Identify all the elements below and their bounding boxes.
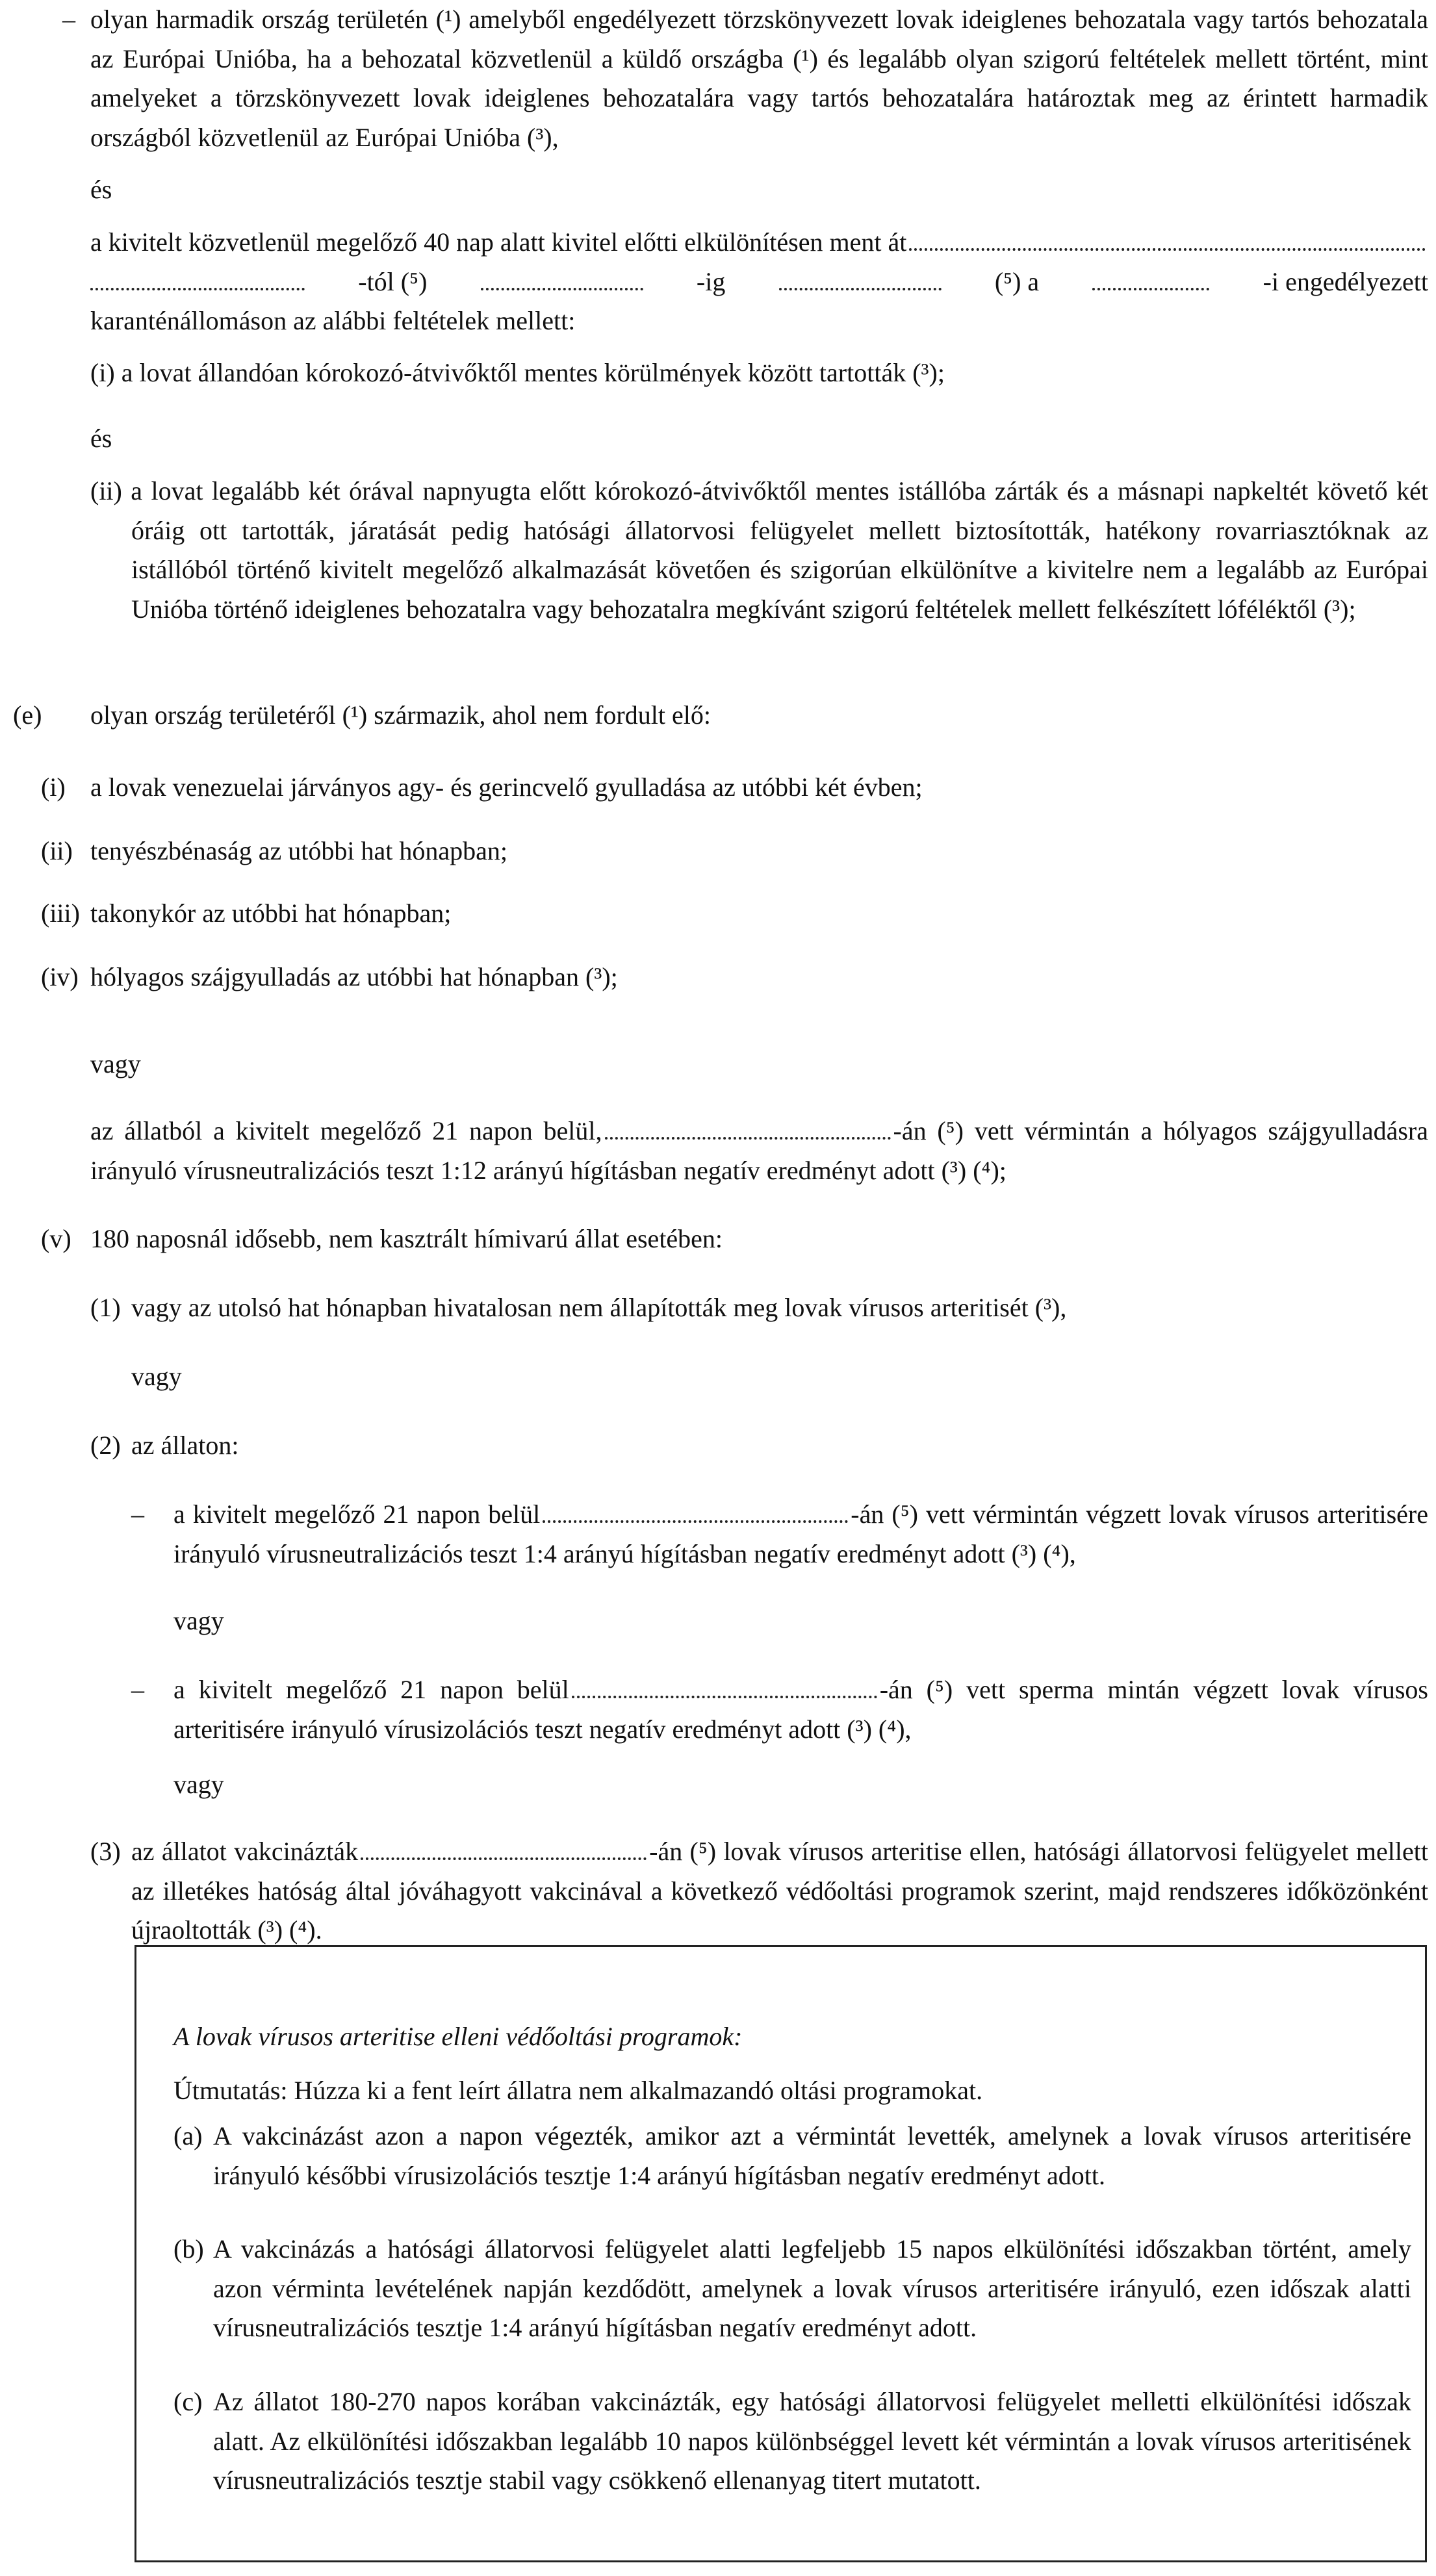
date-field[interactable] — [779, 288, 942, 290]
text: -án (⁵) vett sperma mintán végzett lovak vírusos arteritisére irányuló vírusizolációs teszt negatív eredményt adott (³) (⁴), — [173, 1675, 1428, 1744]
sub-item-3-text — [131, 1832, 1428, 1950]
date-field-leader[interactable] — [909, 248, 1426, 251]
dash-marker: – — [131, 1675, 144, 1704]
date-to-field[interactable] — [481, 288, 643, 290]
condition-ii: (ii) a lovat legalább két órával napnyugta előtt kórokozó-átvivőktől mentes istállóba zárták és a másnapi napkeltét követő két óráig ott tartották, járatását pedig hatósági állatorvosi felügyelet mellett biztosították, hatékony rovarriasztóknak az istállóból történő kivitelt megelőző alkalmazását követően és szigorúan elkülönítve a kivitelre nem a legalább az Európai Unióba történő ideiglenes behozatalra vagy behozatalra megkívánt szigorú feltételek mellett felkészített lóféléktől (³); — [90, 476, 1428, 624]
tol-text: -tól (⁵) — [358, 266, 428, 296]
e-item-text: hólyagos szájgyulladás az utóbbi hat hónapban (³); — [90, 962, 618, 991]
program-text: Az állatot 180-270 napos korában vakcinázták, egy hatósági állatorvosi felügyelet melletti elkülönítési időszak alatt. Az elkülönítési időszakban legalább 10 napos különbséggel levett két vérmintán a lovak vírusos arteritisének vírusneutralizációs tesztje stabil vagy csökkenő ellenanyag titert mutatott. — [213, 2387, 1411, 2495]
item-e-text: olyan ország területéről (¹) származik, ahol nem fordult elő: — [90, 700, 711, 730]
conjunction-vagy: vagy — [173, 1770, 224, 1799]
e-item-label: (ii) — [41, 836, 73, 865]
station-field[interactable] — [1092, 288, 1209, 290]
text: a kivitelt megelőző 21 napon belül — [173, 1675, 569, 1704]
e-item-text: takonykór az utóbbi hat hónapban; — [90, 899, 452, 928]
date-field[interactable] — [605, 1137, 891, 1140]
quarantine-line3: karanténállomáson az alábbi feltételek mellett: — [90, 306, 576, 335]
a-text: (⁵) a — [994, 266, 1040, 296]
sub-label-2: (2) — [90, 1431, 121, 1460]
paragraph-quarantine — [90, 223, 1428, 341]
conjunction-vagy: vagy — [131, 1362, 182, 1391]
sub-label-1: (1) — [90, 1293, 121, 1322]
program-label: (a) — [173, 2121, 203, 2150]
condition-i: (i) a lovat állandóan kórokozó-átvivőktől mentes körülmények között tartották (³); — [90, 358, 945, 387]
e-item-label: (iii) — [41, 899, 80, 928]
engedelyezett-text: -i engedélyezett — [1263, 266, 1428, 296]
paragraph-vn-test — [173, 1495, 1428, 1574]
conjunction-vagy: vagy — [90, 1049, 141, 1078]
text: -án (⁵) vett vérmintán a hólyagos szájgyulladásra irányuló vírusneutralizációs teszt 1:12 arányú hígításban negatív eredményt adott (³) (⁴); — [90, 1116, 1428, 1185]
text: a kivitelt megelőző 21 napon belül — [173, 1499, 541, 1529]
quarantine-line1: a kivitelt közvetlenül megelőző 40 nap alatt kivitel előtti elkülönítésen ment át — [90, 227, 907, 257]
e-item-label: (iv) — [41, 962, 79, 991]
e-item-label: (i) — [41, 772, 66, 802]
ig-text: -ig — [696, 266, 726, 296]
paragraph-third-country: olyan harmadik ország területén (¹) amelyből engedélyezett törzskönyvezett lovak ideiglenes behozatala vagy tartós behozatala az Európai Unióba, ha a behozatal közvetlenül a küldő országba (¹) és legalább olyan szigorú feltételek mellett történt, mint amelyeket a törzskönyvezett lovak ideiglenes behozatalára vagy tartós behozatalára határoztak meg az érintett harmadik országból közvetlenül az Európai Unióba (³), — [90, 5, 1428, 152]
program-text: A vakcinázást azon a napon végezték, amikor azt a vérmintát levették, amelynek a lovak vírusos arteritisére irányuló későbbi vírusizolációs tesztje 1:4 arányú hígításban negatív eredményt adott. — [213, 2121, 1411, 2190]
date-field[interactable] — [543, 1520, 848, 1523]
sub-item-2-text: az állaton: — [131, 1431, 239, 1460]
text: -án (⁵) lovak vírusos arteritise ellen, hatósági állatorvosi felügyelet mellett az illetékes hatóság által jóváhagyott vakcinával a következő védőoltási programok szerint, majd rendszeres időközönként újraoltották (³) (⁴). — [131, 1837, 1428, 1945]
item-label-v: (v) — [41, 1224, 71, 1253]
program-label: (c) — [173, 2387, 203, 2416]
dash-marker: – — [131, 1499, 144, 1529]
box-title: A lovak vírusos arteritise elleni védőoltási programok: — [173, 2022, 743, 2051]
text: az állatot vakcinázták — [131, 1837, 359, 1866]
paragraph-vi-test — [173, 1670, 1428, 1749]
sub-item-1-text: vagy az utolsó hat hónapban hivatalosan nem állapították meg lovak vírusos arteritisét (³), — [131, 1293, 1067, 1322]
conjunction-es: és — [90, 424, 112, 453]
item-v-text: 180 naposnál idősebb, nem kasztrált hímivarú állat esetében: — [90, 1224, 723, 1253]
box-instruction: Útmutatás: Húzza ki a fent leírt állatra nem alkalmazandó oltási programokat. — [173, 2076, 983, 2105]
text: az állatból a kivitelt megelőző 21 napon belül, — [90, 1116, 602, 1145]
sub-label-3: (3) — [90, 1837, 121, 1866]
date-from-field[interactable] — [90, 288, 305, 290]
date-field[interactable] — [572, 1696, 877, 1698]
e-item-text: a lovak venezuelai járványos agy- és gerincvelő gyulladása az utóbbi két évben; — [90, 772, 923, 802]
e-item-text: tenyészbénaság az utóbbi hat hónapban; — [90, 836, 507, 865]
conjunction-vagy: vagy — [173, 1606, 224, 1635]
program-label: (b) — [173, 2234, 204, 2264]
paragraph-blood-sample — [90, 1112, 1428, 1190]
text: -án (⁵) vett vérmintán végzett lovak vírusos arteritisére irányuló vírusneutralizációs teszt 1:4 arányú hígításban negatív eredményt adott (³) (⁴), — [173, 1499, 1429, 1568]
dash-marker: – — [62, 5, 75, 34]
item-label-e: (e) — [13, 700, 42, 730]
program-text: A vakcinázás a hatósági állatorvosi felügyelet alatti legfeljebb 15 napos elkülönítési időszakban történt, amely azon vérminta levételének napján kezdődött, amelynek a lovak vírusos arteritisére irányuló, ezen időszak alatti vírusneutralizációs tesztje 1:4 arányú hígításban negatív eredményt adott. — [213, 2234, 1411, 2342]
conjunction-es: és — [90, 175, 112, 204]
date-field[interactable] — [361, 1857, 647, 1860]
